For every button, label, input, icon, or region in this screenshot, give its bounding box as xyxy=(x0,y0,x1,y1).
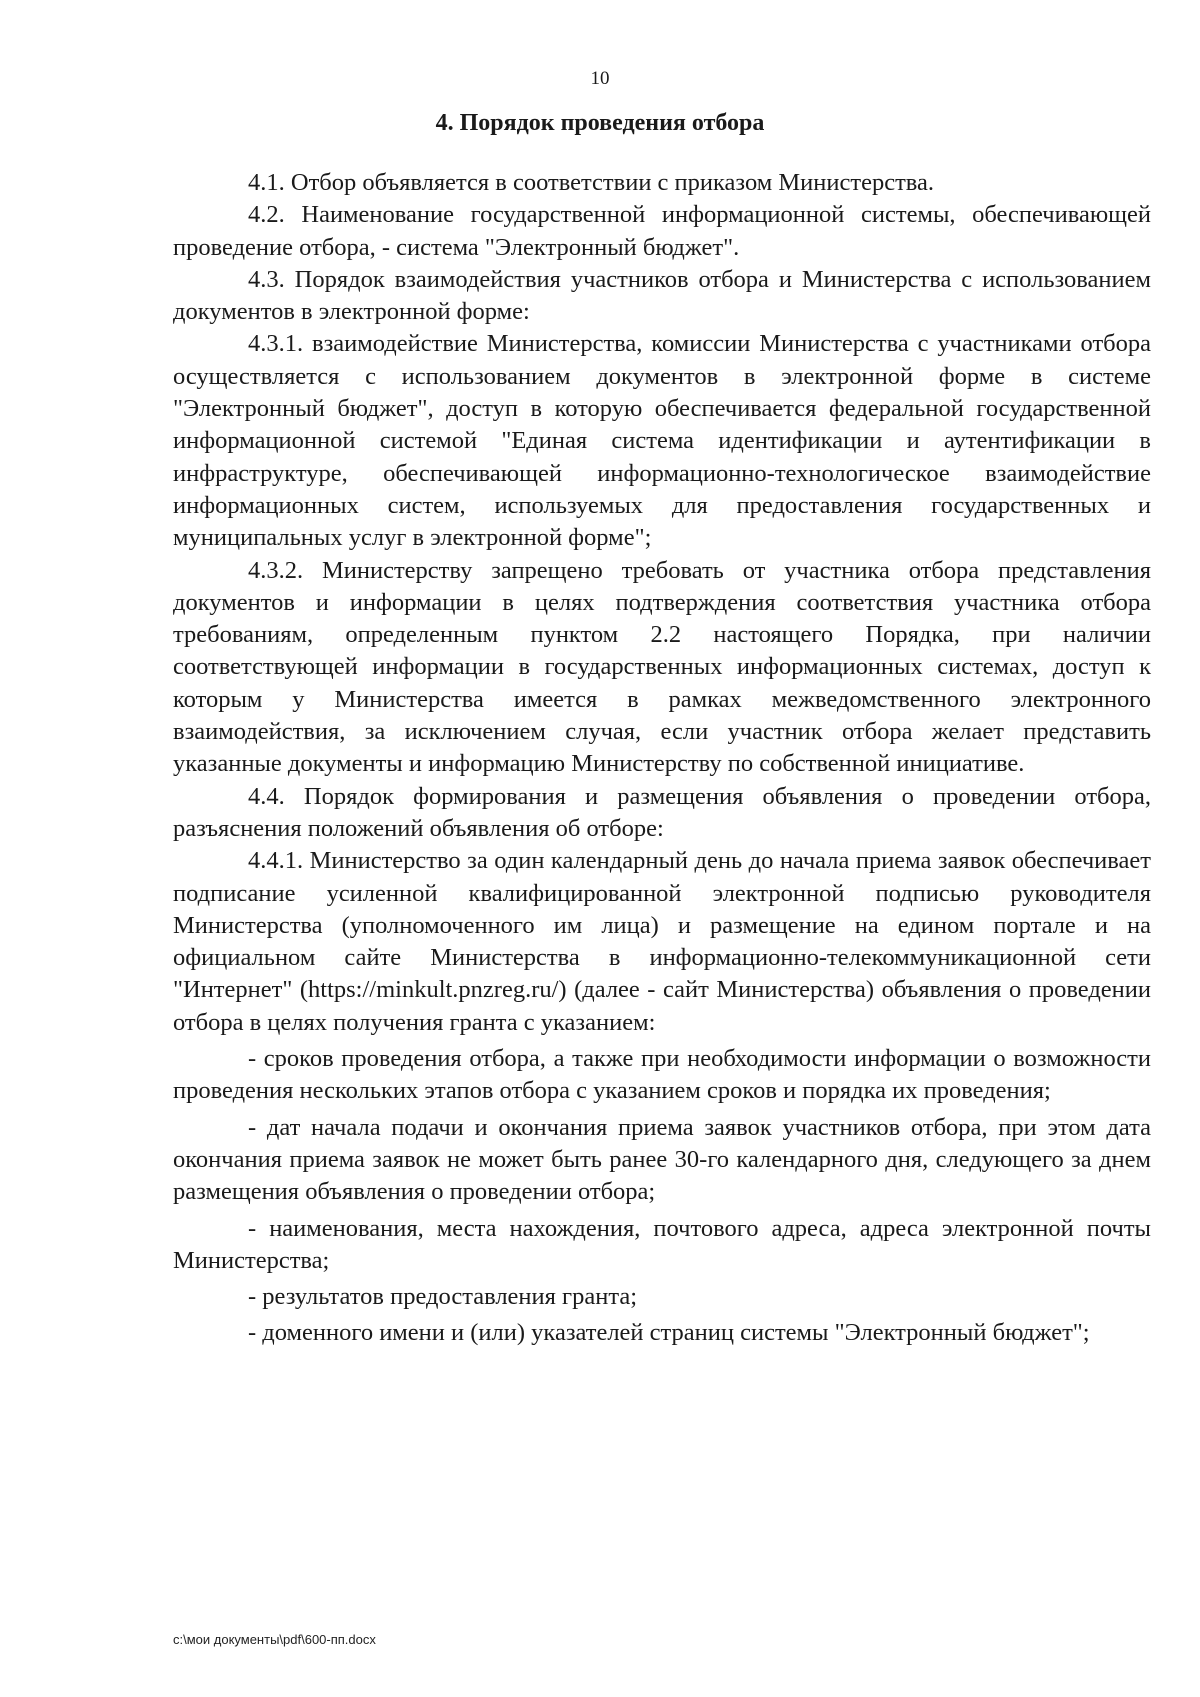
paragraph-4-1: 4.1. Отбор объявляется в соответствии с приказом Министерства. xyxy=(248,169,935,196)
list-item-grant-results: - результатов предоставления гранта; xyxy=(248,1283,638,1311)
list-item-ministry-contacts: - наименования, места нахождения, почтового адреса, адреса электронной почты Министерства; xyxy=(173,1214,1151,1274)
paragraph-4-4-1: 4.4.1. Министерство за один календарный день до начала приема заявок обеспечивает подписание усиленной квалифицированной электронной подписью руководителя Министерства (уполномоченного им лица) и размещение на едином портале и на официальном сайте Министерства в информационно-телекоммуникационной сети "Интернет" (https://minkult.pnzreg.ru/) (далее - сайт Министерства) объявления о проведении отбора в целях получения гранта с указанием: xyxy=(173,847,1151,1036)
paragraph-4-3: 4.3. Порядок взаимодействия участников отбора и Министерства с использованием документов в электронной форме: xyxy=(173,265,1151,326)
list-item-dates: - дат начала подачи и окончания приема заявок участников отбора, при этом дата окончания приема заявок не может быть ранее 30-го календарного дня, следующего за днем размещения объявления о проведении отбора; xyxy=(173,1113,1151,1206)
list-item-domain-name: - доменного имени и (или) указателей страниц системы "Электронный бюджет"; xyxy=(248,1319,1090,1347)
page-number: 10 xyxy=(590,68,610,89)
paragraph-4-3-2: 4.3.2. Министерству запрещено требовать от участника отбора представления документов и информации в целях подтверждения соответствия участника отбора требованиям, определенным пунктом 2.2 настоящего Порядка, при наличии соответствующей информации в государственных информационных системах, доступ к которым у Министерства имеется в рамках межведомственного электронного взаимодействия, за исключением случая, если участник отбора желает представить указанные документы и информацию Министерству по собственной инициативе. xyxy=(173,556,1151,778)
paragraph-4-3-1: 4.3.1. взаимодействие Министерства, комиссии Министерства с участниками отбора осуществляется с использованием документов в электронной форме в системе "Электронный бюджет", доступ в которую обеспечивается федеральной государственной информационной системой "Единая система идентификации и аутентификации в инфраструктуре, обеспечивающей информационно-технологическое взаимодействие информационных систем, используемых для предоставления государственных и муниципальных услуг в электронной форме"; xyxy=(173,330,1151,552)
section-title: 4. Порядок проведения отбора xyxy=(435,110,765,136)
paragraph-4-2: 4.2. Наименование государственной информационной системы, обеспечивающей проведение отбора, - система "Электронный бюджет". xyxy=(173,201,1151,261)
paragraph-4-4: 4.4. Порядок формирования и размещения объявления о проведении отбора, разъяснения положений объявления об отборе: xyxy=(173,782,1151,842)
footer-file-path: c:\мои документы\pdf\600-пп.docx xyxy=(173,1632,376,1647)
document-body xyxy=(173,167,1151,1350)
list-item-terms: - сроков проведения отбора, а также при необходимости информации о возможности проведения нескольких этапов отбора с указанием сроков и порядка их проведения; xyxy=(173,1045,1151,1105)
